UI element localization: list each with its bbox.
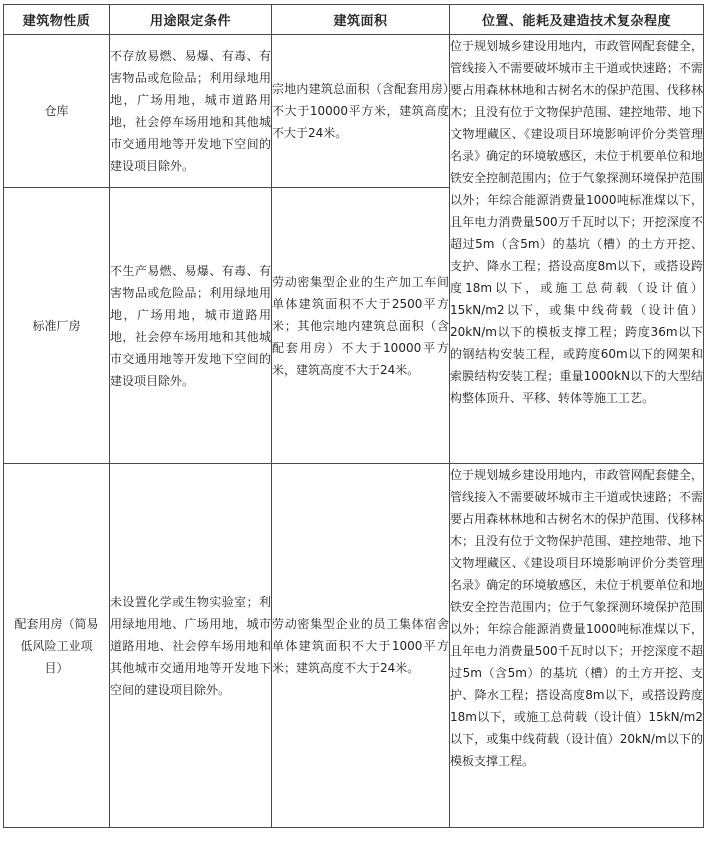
table-row-warehouse (4, 35, 704, 188)
area-cell: 劳动密集型企业的员工集体宿舍单体建筑面积不大于1000平方米；建筑高度不大于24米。 (272, 464, 450, 828)
building-conditions-table (3, 4, 704, 828)
table-row-supporting-housing (4, 464, 704, 828)
conditions-cell-shared: 位于规划城乡建设用地内，市政管网配套健全，管线接入不需要破坏城市主干道或快速路；不需要占用森林林地和古树名木的保护范围、伐移林木；且没有位于文物保护范围、建控地带、地下文物埋藏区、《建设项目环境影响评价分类管理名录》确定的环境敏感区，未位于机要单位和地铁安全控制范围内；位于气象探测环境保护范围以外；年综合能源消费量1000吨标准煤以下，且年电力消费量500万千瓦时以下；开挖深度不超过5m（含5m）的基坑（槽）的土方开挖、支护、降水工程；搭设高度8m以下，或搭设跨度18m以下，或施工总荷载（设计值）15kN/m2以下，或集中线荷载（设计值）20kN/m以下的模板支撑工程；跨度36m以下的钢结构安装工程，或跨度60m以下的网架和索膜结构安装工程；重量1000kN以下的大型结构整体顶升、平移、转体等施工工艺。 (450, 35, 704, 464)
conditions-cell: 位于规划城乡建设用地内，市政管网配套健全，管线接入不需要破坏城市主干道或快速路；不需要占用森林林地和古树名木的保护范围、伐移林木；且没有位于文物保护范围、建控地带、地下文物埋藏区、《建设项目环境影响评价分类管理名录》确定的环境敏感区，未位于机要单位和地铁安全控告范围内；位于气象探测环境保护范围以外；年综合能源消费量1000吨标准煤以下，且年电力消费量500千瓦时以下；开挖深度不超过5m（含5m）的基坑（槽）的土方开挖、支护、降水工程；搭设高度8m以下，或搭设跨度18m以下，或施工总荷载（设计值）15kN/m2以下，或集中线荷载（设计值）20kN/m以下的模板支撑工程。 (450, 464, 704, 828)
building-type-cell: 配套用房（简易低风险工业项目） (4, 464, 110, 828)
header-usage-conditions: 用途限定条件 (110, 5, 272, 35)
usage-cell: 不存放易燃、易爆、有毒、有害物品或危险品；利用绿地用地，广场用地，城市道路用地，社会停车场用地和其他城市交通用地等开发地下空间的建设项目除外。 (110, 35, 272, 188)
area-cell: 劳动密集型企业的生产加工车间单体建筑面积不大于2500平方米；其他宗地内建筑总面积（含配套用房）不大于10000平方米，建筑高度不大于24米。 (272, 188, 450, 464)
building-type-cell: 仓库 (4, 35, 110, 188)
building-type-cell: 标准厂房 (4, 188, 110, 464)
header-location-complexity: 位置、能耗及建造技术复杂程度 (450, 5, 704, 35)
area-cell: 宗地内建筑总面积（含配套用房）不大于10000平方米，建筑高度不大于24米。 (272, 35, 450, 188)
header-building-type: 建筑物性质 (4, 5, 110, 35)
header-building-area: 建筑面积 (272, 5, 450, 35)
usage-cell: 未设置化学或生物实验室；利用绿地用地、广场用地，城市道路用地、社会停车场用地和其他城市交通用地等开发地下空间的建设项目除外。 (110, 464, 272, 828)
usage-cell: 不生产易燃、易爆、有毒、有害物品或危险品；利用绿地用地，广场用地，城市道路用地，社会停车场用地和其他城市交通用地等开发地下空间的建设项目除外。 (110, 188, 272, 464)
header-row (4, 5, 704, 35)
